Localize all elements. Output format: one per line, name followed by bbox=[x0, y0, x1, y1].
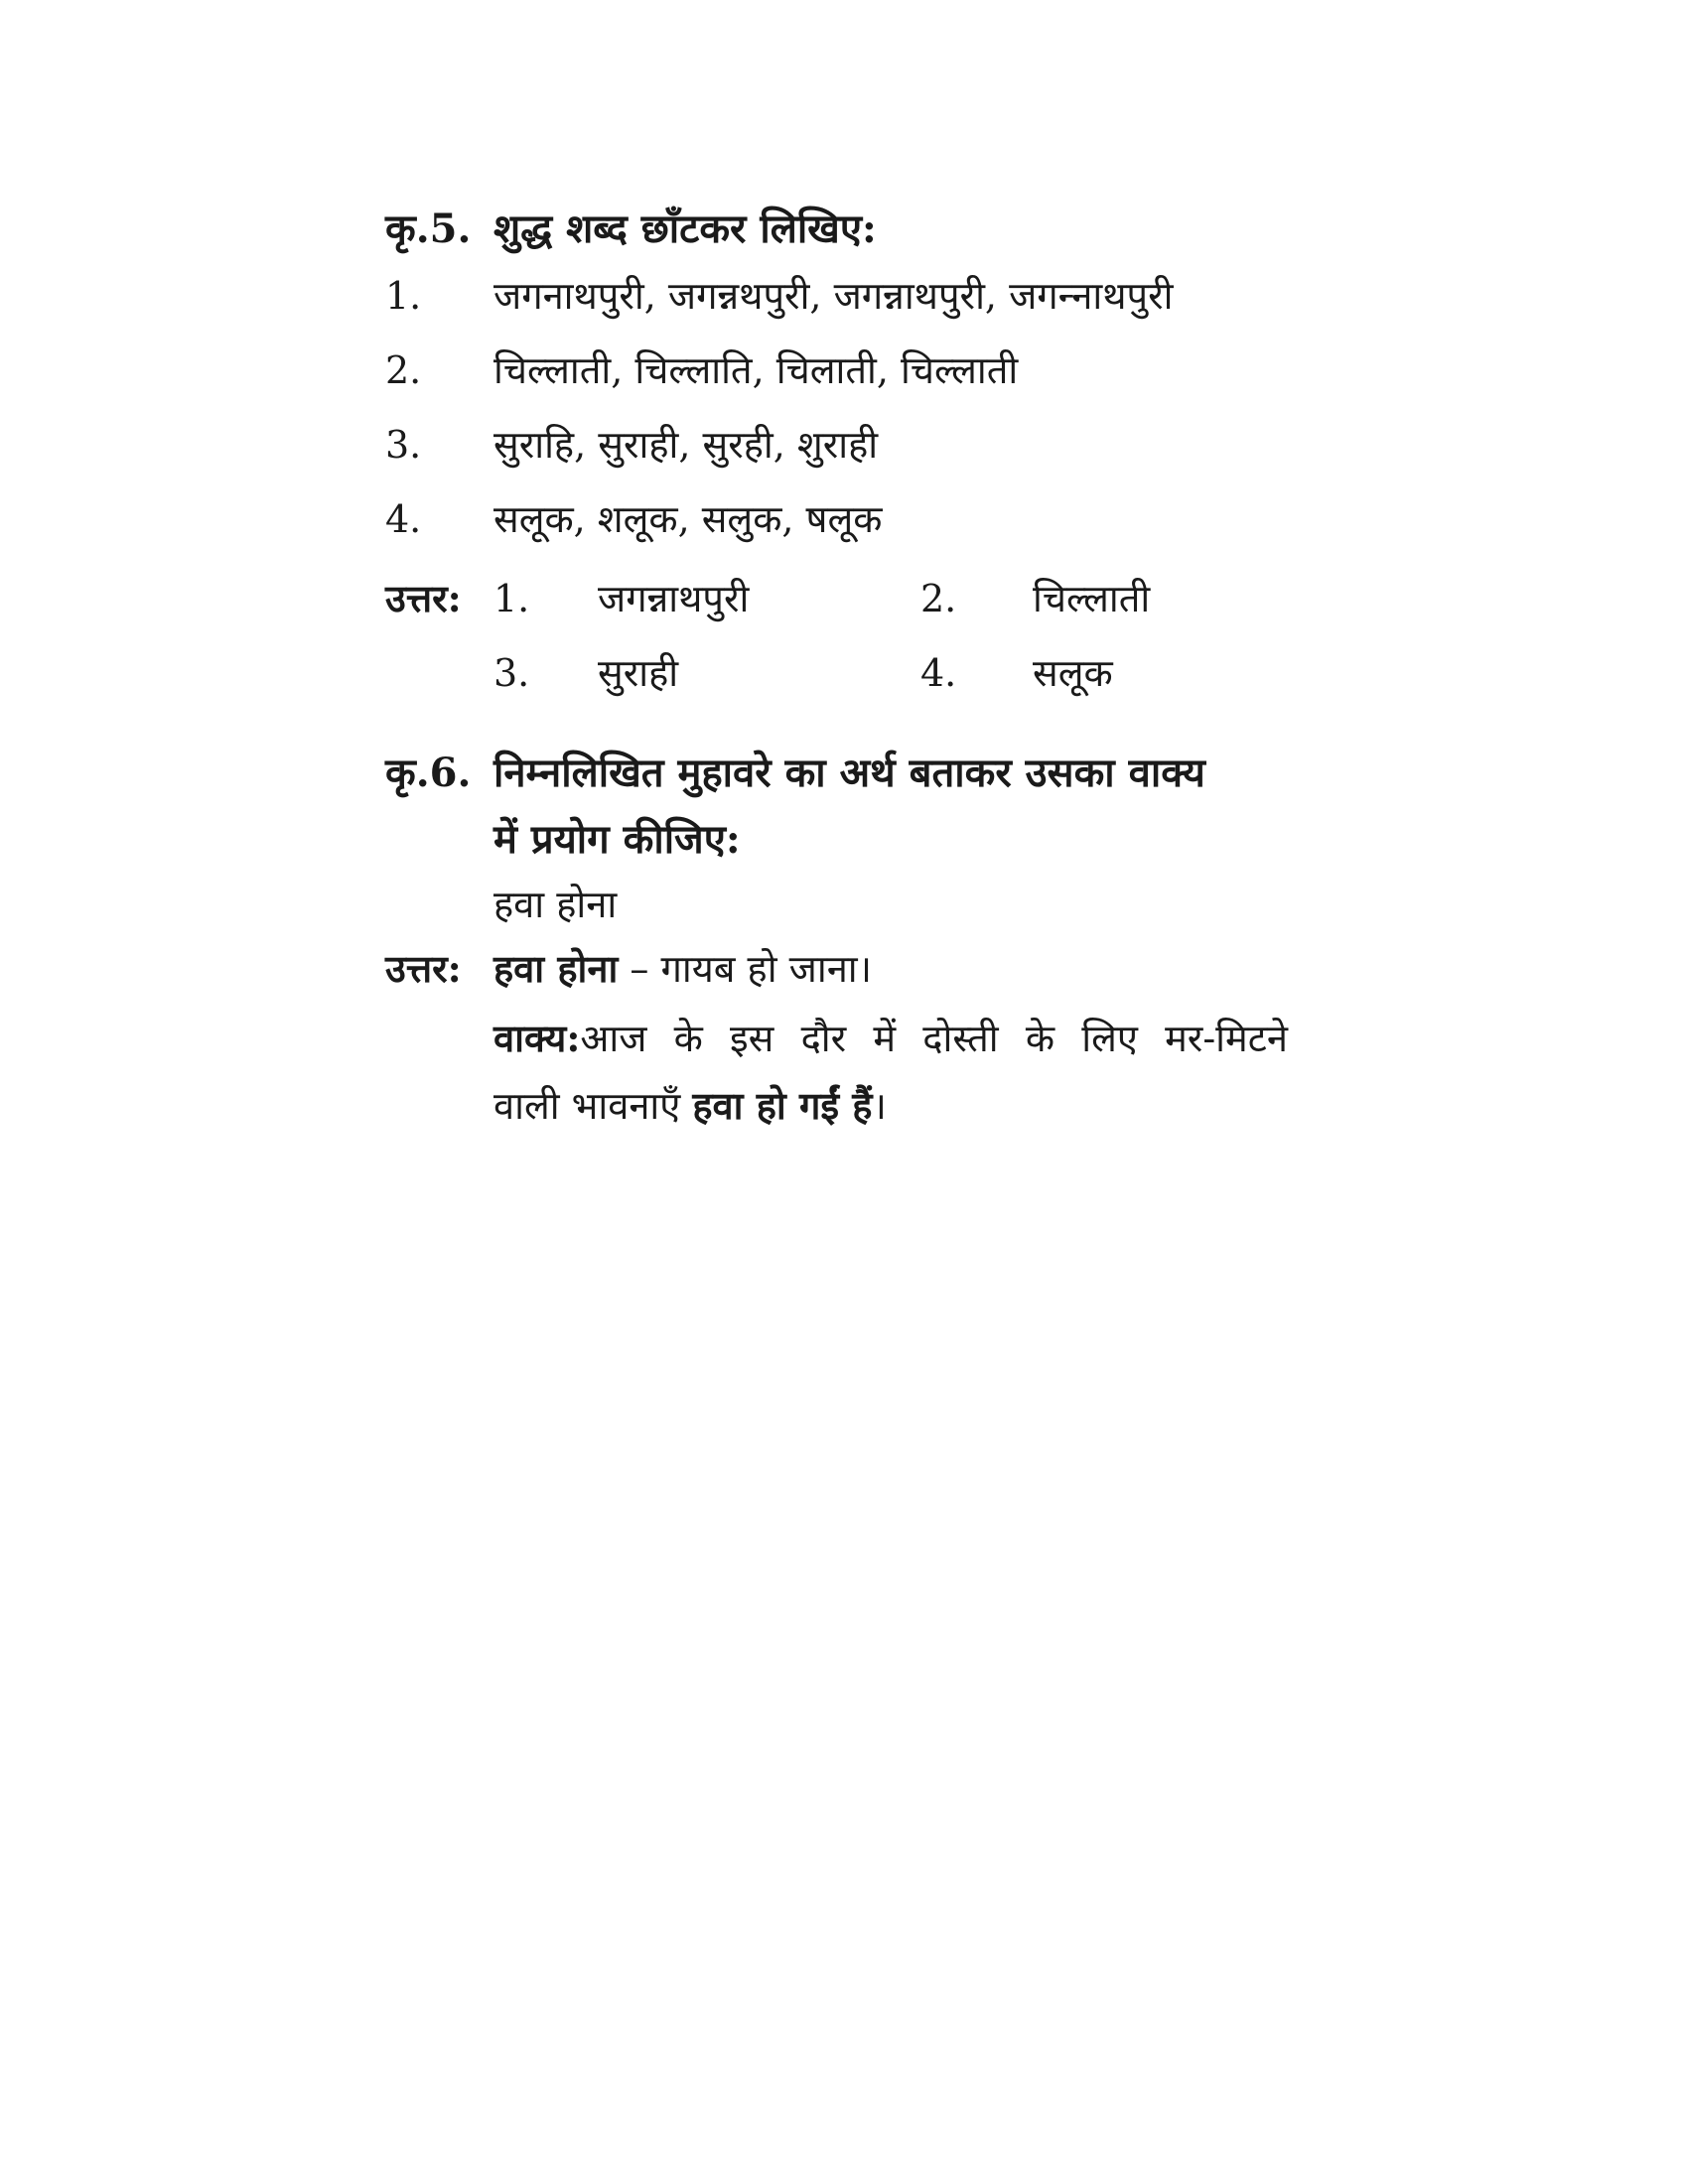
q6-title-line-1: निम्नलिखित मुहावरे का अर्थ बताकर उसका वाक्य bbox=[493, 750, 1205, 796]
option-number: 1. bbox=[385, 274, 422, 318]
answer-label: उत्तर: bbox=[385, 946, 462, 991]
answer-word: सुराही bbox=[598, 651, 679, 695]
option-text: सुराहि, सुराही, सुरही, शुराही bbox=[493, 423, 879, 467]
answer-idiom: हवा होना bbox=[493, 946, 619, 991]
answer-word: जगन्नाथपुरी bbox=[598, 577, 750, 620]
sentence-label: वाक्य: bbox=[493, 1016, 581, 1060]
answer-number: 3. bbox=[493, 651, 530, 695]
answer-number: 4. bbox=[920, 651, 957, 695]
sentence-line-2-bold: हवा हो गईं हैं bbox=[692, 1083, 873, 1128]
option-text: चिल्‍लाती, चिल्लाति, चिलाती, चिल्लाती bbox=[493, 348, 1019, 392]
sentence-line-1: आज के इस दौर में दोस्ती के लिए मर-मिटने bbox=[580, 1017, 1288, 1060]
option-number: 2. bbox=[385, 348, 422, 392]
answer-number: 2. bbox=[920, 577, 957, 620]
answer-number: 1. bbox=[493, 577, 530, 620]
q5-number: कृ.5. bbox=[385, 205, 472, 252]
answer-word: चिल्लाती bbox=[1033, 577, 1151, 620]
answer-label: उत्तर: bbox=[385, 576, 462, 620]
answer-word: सलूक bbox=[1033, 651, 1113, 695]
sentence-line-2-pre: वाली भावनाएँ bbox=[493, 1084, 693, 1128]
q6-idiom: हवा होना bbox=[493, 883, 618, 926]
q6-number: कृ.6. bbox=[385, 750, 472, 796]
q6-title-line-2: में प्रयोग कीजिए: bbox=[493, 816, 741, 863]
option-text: सलूक, शलूक, सलुक, षलूक bbox=[493, 497, 883, 541]
sentence-line-2-post: । bbox=[872, 1084, 887, 1128]
option-number: 4. bbox=[385, 497, 422, 541]
option-number: 3. bbox=[385, 423, 422, 467]
answer-meaning: – गायब हो जाना। bbox=[618, 947, 873, 991]
q5-title: शुद्ध शब्द छाँटकर लिखिए: bbox=[493, 205, 877, 252]
option-text: जगनाथपुरी, जगन्नथपुरी, जगन्नाथपुरी, जगन्‍नाथपुरी bbox=[493, 274, 1174, 318]
